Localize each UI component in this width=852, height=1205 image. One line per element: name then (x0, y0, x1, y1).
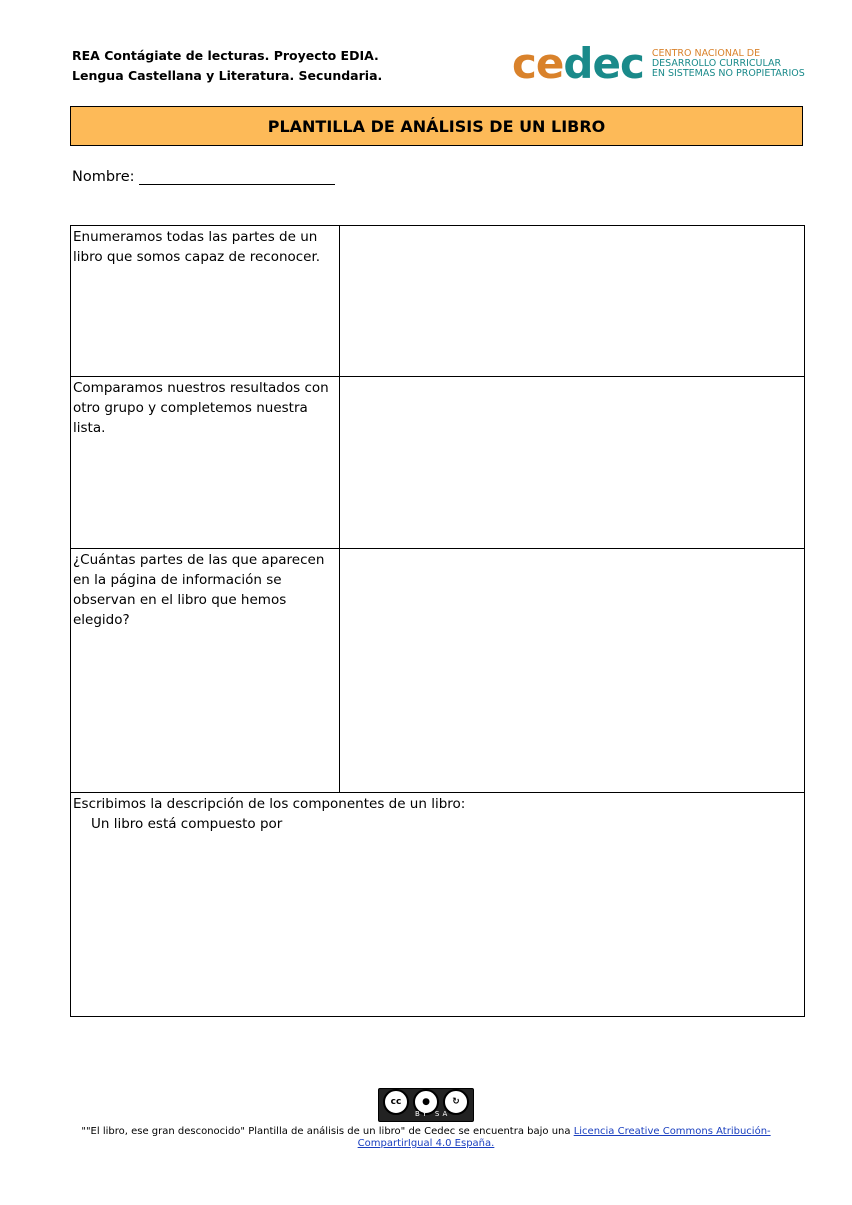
name-blank-line[interactable] (139, 168, 335, 185)
logo-sub-1: CENTRO NACIONAL DE (651, 48, 761, 59)
description-prompt: Escribimos la descripción de los componentes de un libro: (73, 796, 466, 812)
table-row (71, 549, 805, 793)
sa-icon: ↻ (443, 1089, 469, 1115)
logo-dec: dec (563, 39, 644, 88)
table-row (71, 793, 805, 1017)
logo-ce: ce (512, 39, 564, 88)
cc-license-badge[interactable] (378, 1088, 474, 1122)
name-label: Nombre: (72, 169, 135, 185)
description-cell[interactable] (71, 793, 805, 1017)
logo-sub-2: DESARROLLO CURRICULAR (651, 58, 782, 69)
question-cell: Enumeramos todas las partes de un libro que somos capaz de reconocer. (71, 226, 340, 377)
license-footer (60, 1088, 792, 1150)
answer-cell[interactable] (340, 377, 805, 549)
header-text (72, 46, 382, 86)
header-line-2: Lengua Castellana y Literatura. Secundaria. (72, 68, 383, 83)
page-title: PLANTILLA DE ANÁLISIS DE UN LIBRO (70, 106, 803, 146)
table-row (71, 377, 805, 549)
analysis-table (70, 225, 805, 1017)
license-attribution: ""El libro, ese gran desconocido" Plantilla de análisis de un libro" de Cedec se encuentra bajo una (81, 1126, 574, 1137)
header-line-1: REA Contágiate de lecturas. Proyecto EDIA. (72, 48, 379, 63)
logo-sub-3: EN SISTEMAS NO PROPIETARIOS (651, 68, 805, 79)
question-cell: Comparamos nuestros resultados con otro grupo y completemos nuestra lista. (71, 377, 340, 549)
question-cell: ¿Cuántas partes de las que aparecen en la página de información se observan en el libro que hemos elegido? (71, 549, 340, 793)
answer-cell[interactable] (340, 226, 805, 377)
cc-icon: cc (383, 1089, 409, 1115)
by-icon: ● (413, 1089, 439, 1115)
description-start: Un libro está compuesto por (91, 816, 283, 832)
answer-cell[interactable] (340, 549, 805, 793)
logo-wordmark (512, 39, 644, 88)
name-field (72, 168, 335, 185)
cedec-logo (512, 39, 805, 88)
badge-label: BY SA (415, 1110, 451, 1118)
logo-subtitle (652, 49, 805, 79)
license-text (60, 1126, 792, 1150)
table-row (71, 226, 805, 377)
license-link[interactable]: Licencia Creative Commons Atribución-CompartirIgual 4.0 España. (357, 1126, 771, 1149)
